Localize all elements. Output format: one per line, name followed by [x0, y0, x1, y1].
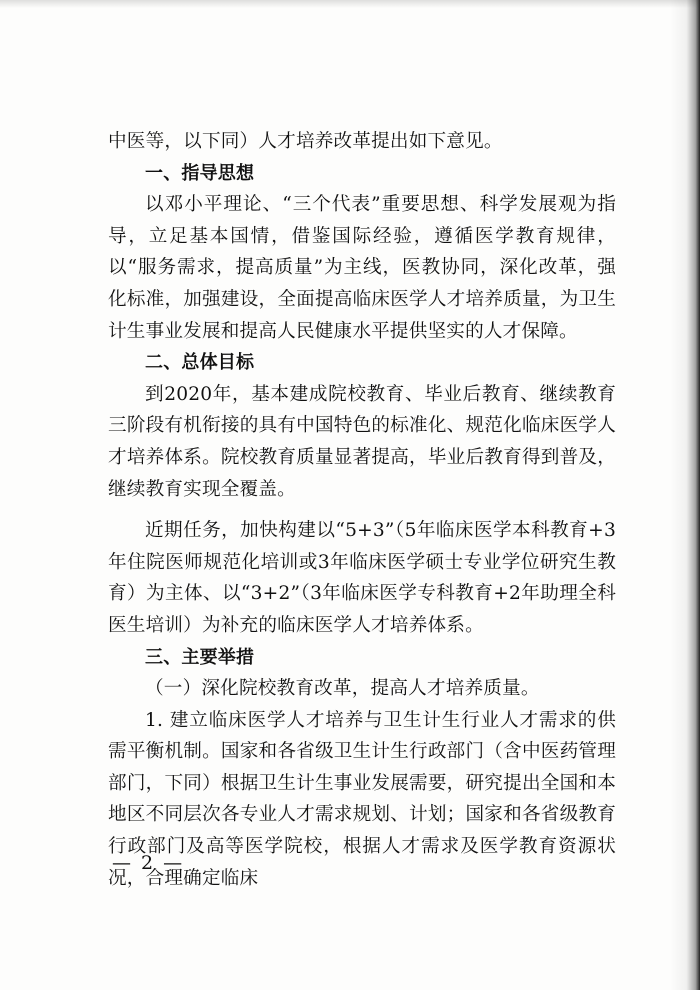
body-text [108, 126, 616, 894]
paragraph-overall-goals: 到2020年，基本建成院校教育、毕业后教育、继续教育三阶段有机衔接的具有中国特色的标准化、规范化临床医学人才培养体系。院校教育质量显著提高，毕业后教育得到普及，继续教育实现全覆盖。 [108, 383, 616, 500]
scan-shadow-top [0, 0, 700, 8]
paragraph-intro-continuation: 中医等，以下同）人才培养改革提出如下意见。 [108, 131, 503, 152]
section-heading-main-measures: 三、主要举措 [145, 646, 255, 668]
section-heading-guiding-ideology: 一、指导思想 [145, 162, 255, 184]
section-heading-overall-goals: 二、总体目标 [145, 352, 255, 374]
paragraph-spacer [108, 505, 616, 515]
paragraph-guiding-ideology: 以邓小平理论、“三个代表”重要思想、科学发展观为指导，立足基本国情，借鉴国际经验，遵循医学教育规律，以“服务需求，提高质量”为主线，医教协同，深化改革，强化标准，加强建设，全面提高临床医学人才培养质量，为卫生计生事业发展和提高人民健康水平提供坚实的人才保障。 [108, 194, 616, 342]
page-number: — 2 — [112, 852, 185, 874]
scan-shadow-right [670, 0, 700, 990]
paragraph-near-term-tasks: 近期任务，加快构建以“5+3”（5年临床医学本科教育+3年住院医师规范化培训或3年临床医学硕士专业学位研究生教育）为主体、以“3+2”（3年临床医学专科教育+2年助理全科医生培训）为补充的临床医学人才培养体系。 [108, 520, 616, 636]
paragraph-measure-1: 1. 建立临床医学人才培养与卫生计生行业人才需求的供需平衡机制。国家和各省级卫生计生行政部门（含中医药管理部门，下同）根据卫生计生事业发展需要，研究提出全国和本地区不同层次各专业人才需求规划、计划；国家和各省级教育行政部门及高等医学院校，根据人才需求及医学教育资源状况，合理确定临床 [108, 709, 616, 889]
subheading-deepen-reform: （一）深化院校教育改革，提高人才培养质量。 [145, 678, 540, 700]
